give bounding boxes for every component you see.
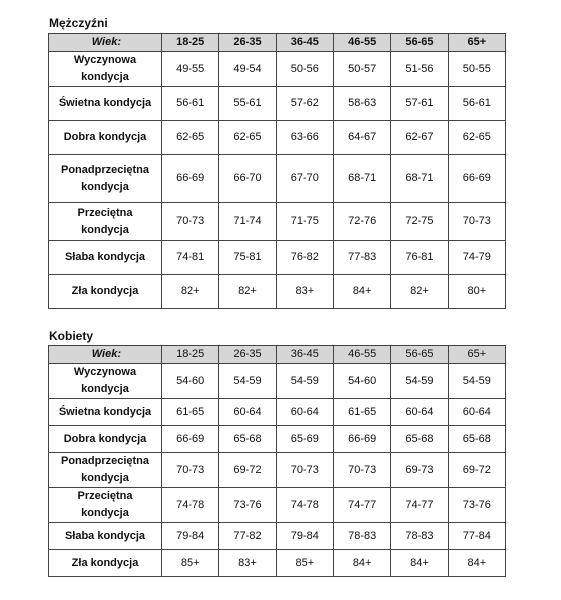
fitness-level-label (49, 275, 162, 309)
fitness-level-label-line: kondycja (81, 223, 129, 236)
fitness-level-label (49, 550, 162, 577)
table-cell: 77-83 (333, 241, 390, 275)
table-cell: 71-75 (276, 203, 333, 241)
table-cell: 49-55 (162, 52, 219, 87)
women-fitness-table (48, 345, 506, 577)
age-group-header: 26-35 (219, 34, 276, 52)
table-cell: 54-59 (219, 364, 276, 399)
table-cell: 84+ (391, 550, 448, 577)
table-cell: 49-54 (219, 52, 276, 87)
age-group-header: 65+ (448, 34, 505, 52)
table-cell: 76-82 (276, 241, 333, 275)
fitness-level-label (49, 426, 162, 453)
table-cell: 84+ (333, 550, 390, 577)
table-cell: 62-65 (162, 121, 219, 155)
table-cell: 65-68 (448, 426, 505, 453)
table-row (49, 155, 506, 203)
fitness-level-label-line: Słaba kondycja (64, 529, 146, 542)
age-group-header: 56-65 (391, 34, 448, 52)
table-cell: 74-79 (448, 241, 505, 275)
fitness-level-label (49, 523, 162, 550)
table-cell: 85+ (162, 550, 219, 577)
table-cell: 62-65 (448, 121, 505, 155)
table-cell: 62-67 (391, 121, 448, 155)
table-cell: 50-55 (448, 52, 505, 87)
table-cell: 57-62 (276, 87, 333, 121)
table-row (49, 523, 506, 550)
table-cell: 82+ (162, 275, 219, 309)
table-cell: 64-67 (333, 121, 390, 155)
women-section-title: Kobiety (49, 329, 94, 343)
table-cell: 61-65 (162, 399, 219, 426)
fitness-level-label-line: Słaba kondycja (64, 251, 146, 263)
table-cell: 51-56 (391, 52, 448, 87)
fitness-level-label-line: Zła kondycja (71, 556, 139, 569)
table-cell: 82+ (391, 275, 448, 309)
table-row (49, 87, 506, 121)
table-cell: 68-71 (333, 155, 390, 203)
table-cell: 65-68 (219, 426, 276, 453)
table-cell: 66-70 (219, 155, 276, 203)
table-cell: 71-74 (219, 203, 276, 241)
table-cell: 63-66 (276, 121, 333, 155)
fitness-level-label-line: Dobra kondycja (63, 432, 147, 445)
fitness-level-label-line: Wyczynowa (73, 54, 137, 66)
fitness-level-label (49, 364, 162, 399)
table-cell: 68-71 (391, 155, 448, 203)
table-cell: 54-59 (448, 364, 505, 399)
fitness-level-label-line: Przeciętna (77, 206, 133, 219)
table-cell: 50-57 (333, 52, 390, 87)
table-cell: 66-69 (333, 426, 390, 453)
table-row (49, 121, 506, 155)
table-row (49, 241, 506, 275)
fitness-level-label-line: kondycja (81, 383, 129, 395)
table-row (49, 426, 506, 453)
table-cell: 50-56 (276, 52, 333, 87)
fitness-level-label (49, 121, 162, 155)
table-row (49, 275, 506, 309)
fitness-level-label (49, 203, 162, 241)
table-cell: 62-65 (219, 121, 276, 155)
table-cell: 65-69 (276, 426, 333, 453)
table-cell: 54-59 (276, 364, 333, 399)
table-cell: 74-78 (162, 488, 219, 523)
age-group-header: 18-25 (162, 34, 219, 52)
table-cell: 75-81 (219, 241, 276, 275)
fitness-level-label (49, 52, 162, 87)
fitness-level-label-line: kondycja (81, 507, 129, 519)
fitness-level-label-line: Dobra kondycja (63, 131, 147, 143)
table-cell: 54-60 (333, 364, 390, 399)
women-header-row (49, 346, 506, 364)
fitness-level-label-line: Świetna kondycja (58, 97, 152, 109)
table-cell: 60-64 (391, 399, 448, 426)
table-cell: 72-75 (391, 203, 448, 241)
age-header-label: Wiek: (49, 346, 162, 364)
age-group-header: 36-45 (276, 346, 333, 364)
table-cell: 70-73 (162, 453, 219, 488)
table-cell: 70-73 (276, 453, 333, 488)
fitness-level-label (49, 87, 162, 121)
men-fitness-table (48, 33, 506, 309)
fitness-level-label-line: Świetna kondycja (58, 405, 152, 418)
table-row (49, 550, 506, 577)
table-cell: 78-83 (333, 523, 390, 550)
age-group-header: 65+ (448, 346, 505, 364)
age-group-header: 46-55 (333, 34, 390, 52)
table-cell: 74-77 (391, 488, 448, 523)
table-cell: 69-72 (219, 453, 276, 488)
table-cell: 56-61 (162, 87, 219, 121)
fitness-level-label-line: kondycja (81, 472, 129, 484)
table-cell: 82+ (219, 275, 276, 309)
table-row (49, 488, 506, 523)
age-group-header: 56-65 (391, 346, 448, 364)
table-cell: 61-65 (333, 399, 390, 426)
table-cell: 72-76 (333, 203, 390, 241)
table-row (49, 399, 506, 426)
fitness-level-label-line: Wyczynowa (73, 366, 137, 378)
age-group-header: 36-45 (276, 34, 333, 52)
fitness-level-label-line: Ponadprzeciętna (60, 455, 150, 467)
table-cell: 66-69 (162, 155, 219, 203)
table-cell: 77-82 (219, 523, 276, 550)
age-group-header: 46-55 (333, 346, 390, 364)
fitness-level-label-line: Ponadprzeciętna (60, 163, 150, 176)
table-cell: 76-81 (391, 241, 448, 275)
table-cell: 74-78 (276, 488, 333, 523)
fitness-level-label-line: kondycja (81, 180, 129, 193)
table-row (49, 364, 506, 399)
table-cell: 79-84 (276, 523, 333, 550)
table-cell: 69-73 (391, 453, 448, 488)
table-cell: 70-73 (162, 203, 219, 241)
table-cell: 83+ (219, 550, 276, 577)
table-cell: 67-70 (276, 155, 333, 203)
fitness-level-label-line: kondycja (81, 71, 129, 83)
table-cell: 83+ (276, 275, 333, 309)
table-cell: 74-77 (333, 488, 390, 523)
age-header-label: Wiek: (49, 34, 162, 52)
table-cell: 54-60 (162, 364, 219, 399)
men-section-title: Mężczyźni (49, 16, 108, 30)
table-cell: 70-73 (333, 453, 390, 488)
table-cell: 84+ (333, 275, 390, 309)
table-row (49, 453, 506, 488)
table-cell: 85+ (276, 550, 333, 577)
table-cell: 74-81 (162, 241, 219, 275)
table-cell: 54-59 (391, 364, 448, 399)
table-cell: 77-84 (448, 523, 505, 550)
men-header-row (49, 34, 506, 52)
table-cell: 55-61 (219, 87, 276, 121)
fitness-level-label (49, 399, 162, 426)
table-cell: 57-61 (391, 87, 448, 121)
age-group-header: 18-25 (162, 346, 219, 364)
fitness-level-label (49, 488, 162, 523)
table-cell: 78-83 (391, 523, 448, 550)
table-cell: 66-69 (162, 426, 219, 453)
fitness-level-label (49, 453, 162, 488)
table-cell: 60-64 (448, 399, 505, 426)
table-row (49, 52, 506, 87)
table-cell: 58-63 (333, 87, 390, 121)
table-cell: 73-76 (448, 488, 505, 523)
fitness-level-label-line: Zła kondycja (71, 285, 139, 297)
table-cell: 70-73 (448, 203, 505, 241)
table-cell: 66-69 (448, 155, 505, 203)
fitness-level-label-line: Przeciętna (77, 490, 133, 502)
fitness-level-label (49, 155, 162, 203)
table-cell: 73-76 (219, 488, 276, 523)
table-cell: 65-68 (391, 426, 448, 453)
table-cell: 60-64 (276, 399, 333, 426)
table-row (49, 203, 506, 241)
table-cell: 56-61 (448, 87, 505, 121)
table-cell: 80+ (448, 275, 505, 309)
table-cell: 60-64 (219, 399, 276, 426)
table-cell: 79-84 (162, 523, 219, 550)
table-cell: 69-72 (448, 453, 505, 488)
fitness-level-label (49, 241, 162, 275)
table-cell: 84+ (448, 550, 505, 577)
age-group-header: 26-35 (219, 346, 276, 364)
